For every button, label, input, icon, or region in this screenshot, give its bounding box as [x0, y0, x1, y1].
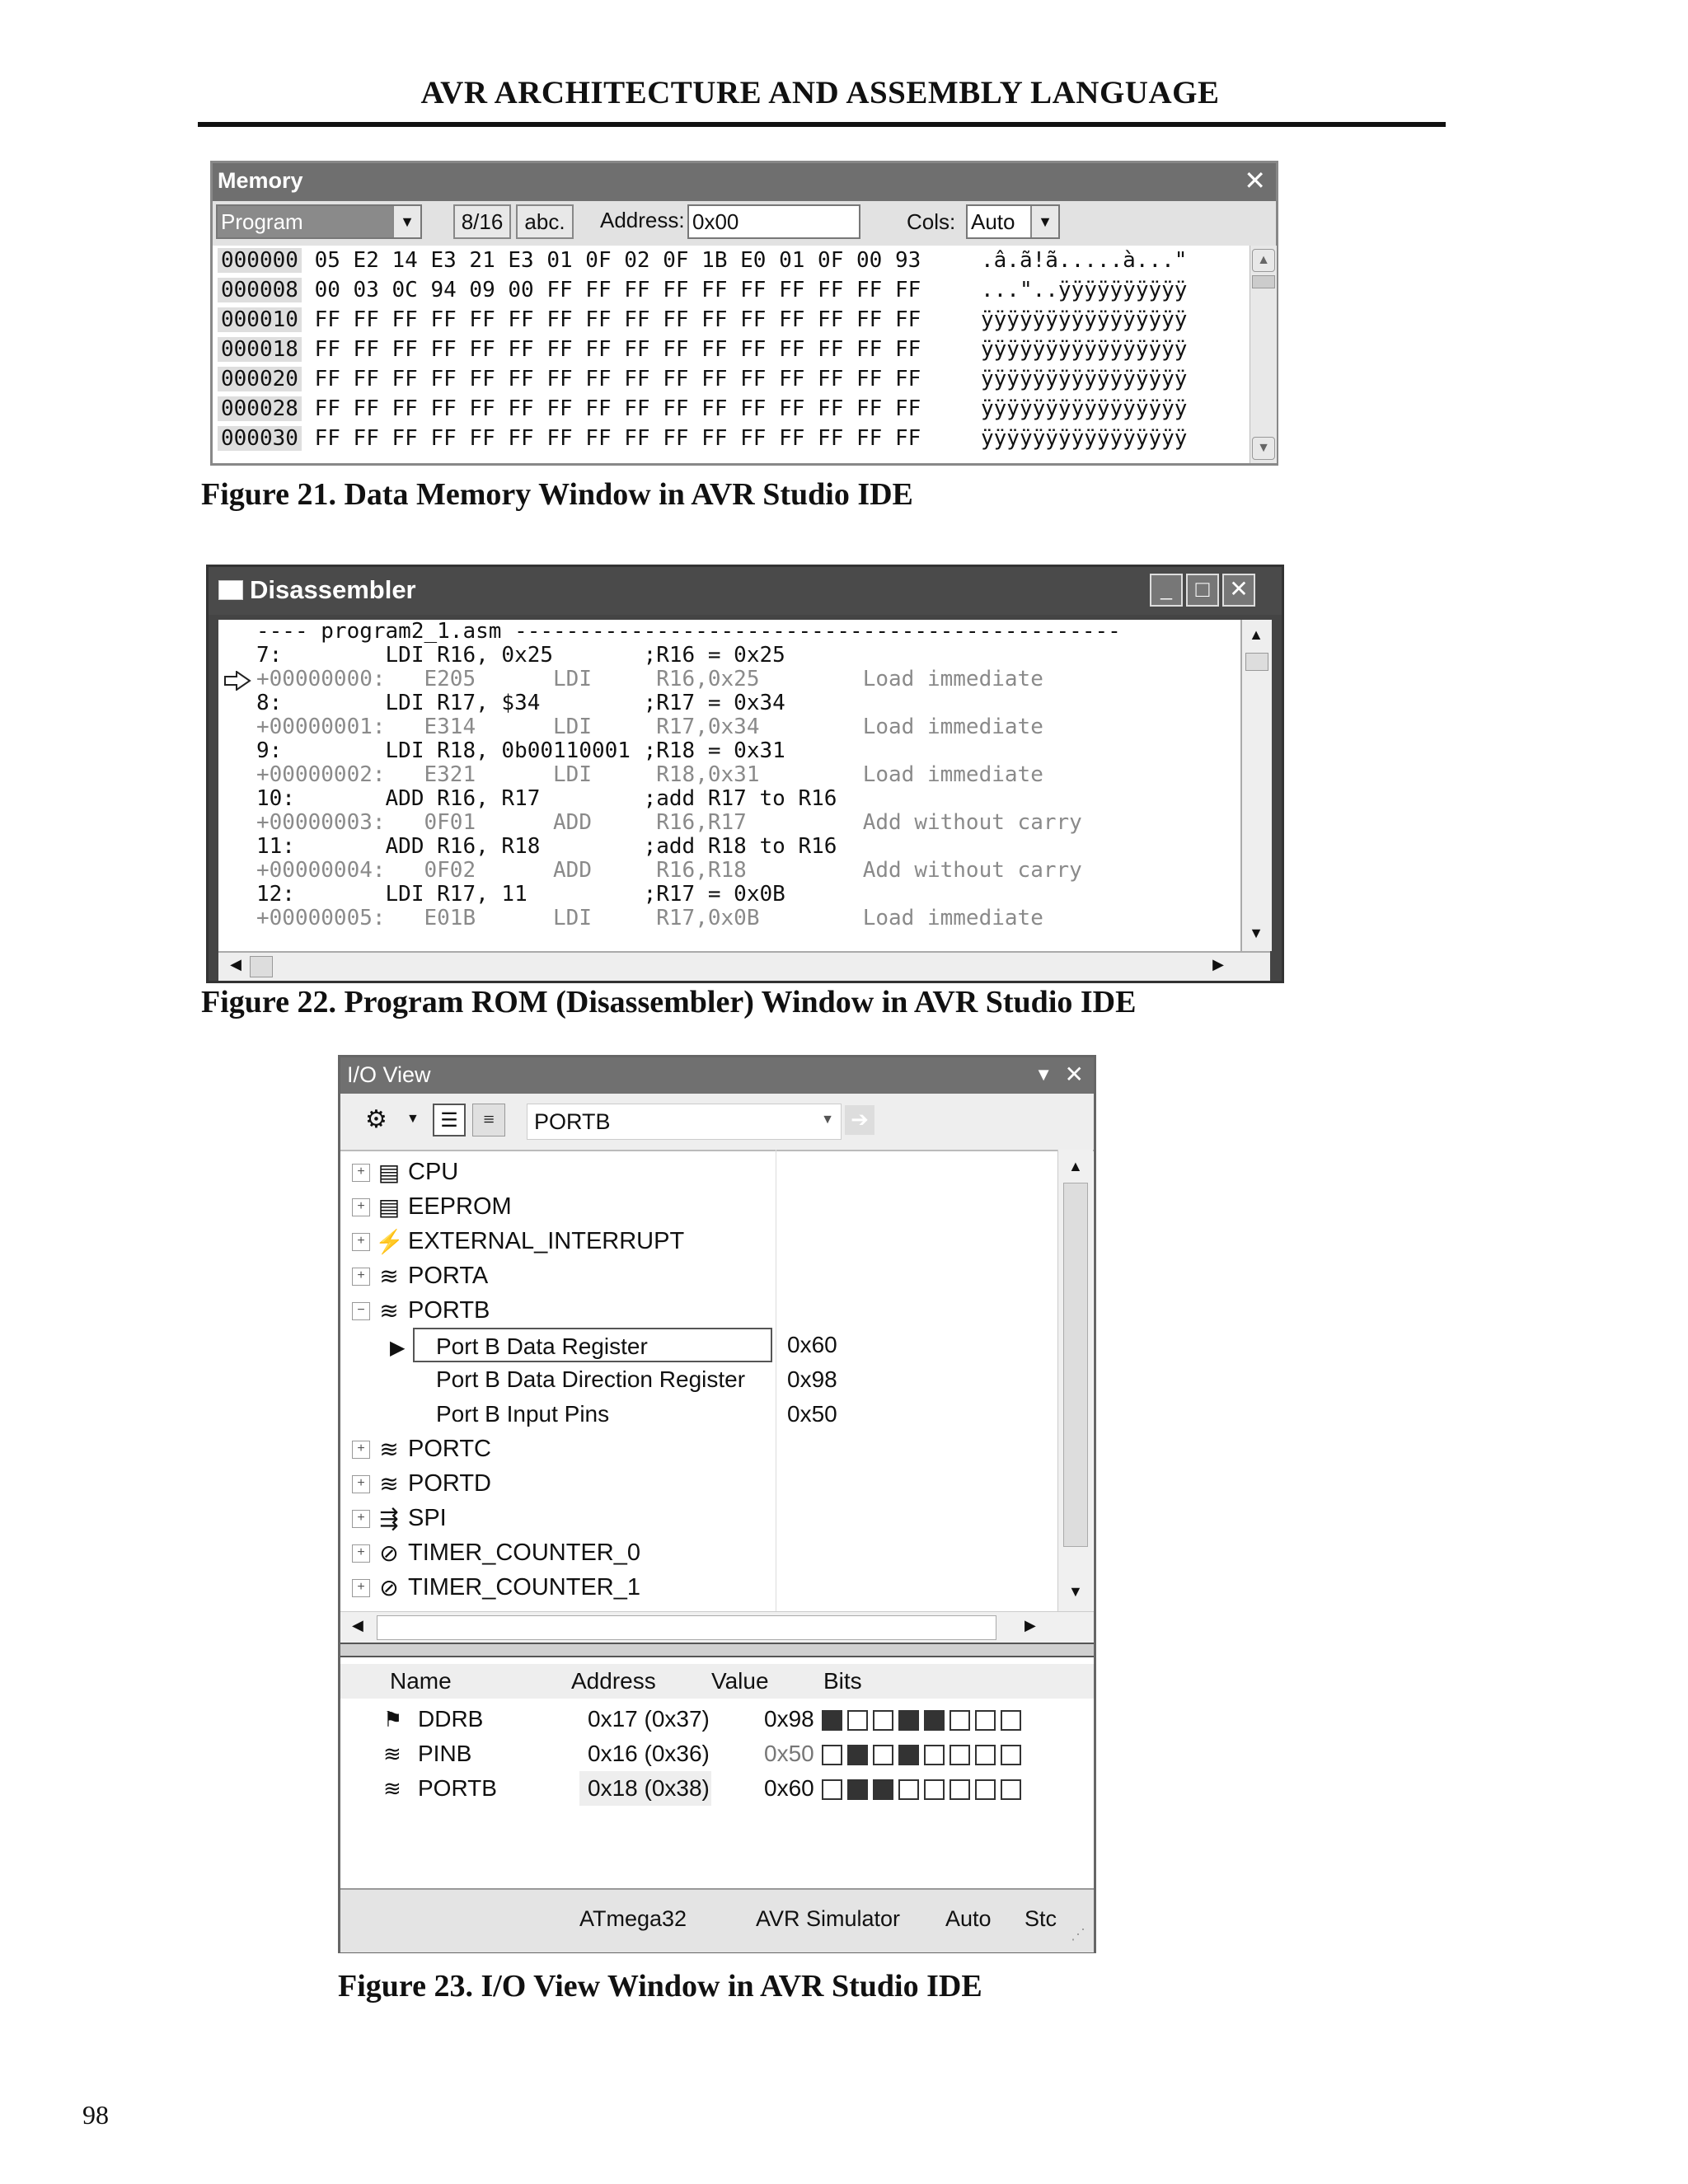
scroll-left-icon[interactable]: ◀ — [230, 956, 241, 972]
io-view-toolbar — [340, 1094, 1094, 1151]
memory-row: 000018 FF FF FF FF FF FF FF FF FF FF FF FF FF FF FF FF — [218, 335, 921, 364]
status-platform: AVR Simulator — [756, 1906, 901, 1931]
memory-row: 000030 FF FF FF FF FF FF FF FF FF FF FF FF FF FF FF FF — [218, 424, 921, 453]
page-number: 98 — [82, 2100, 109, 2130]
memory-row: 000008 00 03 0C 94 09 00 FF FF FF FF FF FF FF FF FF FF — [218, 275, 921, 305]
memory-row: 000000 05 E2 14 E3 21 E3 01 0F 02 0F 1B E0 01 0F 00 93 — [218, 246, 921, 275]
disassembly-source-line: 8: LDI R17, $34 ;R17 = 0x34 — [256, 691, 785, 715]
register-address: 0x98 — [787, 1366, 837, 1392]
io-view-window — [338, 1055, 1096, 1953]
bit-cell-0[interactable] — [1001, 1710, 1021, 1731]
scroll-right-icon[interactable]: ▶ — [1025, 1617, 1036, 1633]
chevron-down-icon: ▼ — [392, 206, 420, 237]
register-grid-header — [340, 1664, 1094, 1699]
port-icon: ≋ — [379, 1263, 399, 1290]
module-select[interactable] — [527, 1104, 842, 1140]
memory-dump — [213, 246, 1250, 463]
address-label: Address: — [600, 208, 685, 232]
register-grid-row[interactable] — [340, 1736, 1094, 1771]
bit-cell-5[interactable] — [873, 1745, 893, 1765]
bit-cell-4[interactable] — [898, 1745, 919, 1765]
scroll-thumb[interactable] — [250, 956, 273, 977]
disassembly-source-line: 7: LDI R16, 0x25 ;R16 = 0x25 — [256, 643, 785, 668]
register-grid — [340, 1657, 1094, 1888]
chevron-down-icon[interactable]: ▼ — [1034, 1064, 1053, 1085]
tree-item-eeprom[interactable]: + ▤ EEPROM — [352, 1189, 512, 1224]
tree-horizontal-scrollbar[interactable] — [340, 1611, 1094, 1643]
address-input-value: 0x00 — [692, 209, 739, 234]
go-arrow-icon[interactable]: ➔ — [845, 1105, 874, 1135]
register-grid-row[interactable] — [340, 1771, 1094, 1806]
register-value: 0x60 — [764, 1775, 814, 1801]
memory-window-title: Memory — [218, 168, 303, 193]
register-address: 0x18 (0x38) — [588, 1775, 710, 1801]
timer-icon: ⊘ — [379, 1575, 399, 1601]
list-icon: ▤ — [377, 1194, 401, 1221]
memory-row-ascii: ..."..ÿÿÿÿÿÿÿÿÿÿ — [981, 278, 1188, 302]
bit-cell-1[interactable] — [975, 1779, 996, 1800]
register-row-port-b-ddr[interactable]: Port B Data Direction Register — [436, 1366, 746, 1392]
disassembly-source-line: 12: LDI R17, 11 ;R17 = 0x0B — [256, 882, 785, 907]
register-address: 0x16 (0x36) — [588, 1741, 710, 1766]
column-header-name[interactable]: Name — [390, 1668, 452, 1694]
module-select-value: PORTB — [534, 1109, 611, 1134]
register-row-port-b-data[interactable]: Port B Data Register — [413, 1328, 772, 1362]
register-name: PINB — [418, 1741, 472, 1766]
tree-view-icon[interactable]: ☰ — [433, 1104, 466, 1137]
scroll-thumb[interactable] — [1063, 1183, 1088, 1547]
status-device: ATmega32 — [579, 1906, 687, 1931]
flag-icon: ⚑ — [383, 1707, 403, 1732]
disassembler-window — [206, 565, 1284, 983]
close-button[interactable]: ✕ — [1222, 574, 1255, 607]
disassembly-source-line: ---- program2_1.asm ----------------------------------------------- — [256, 619, 1121, 644]
filter-icon[interactable]: ⚙ — [365, 1106, 387, 1133]
spi-icon: ⇶ — [379, 1506, 399, 1532]
bit-cell-3[interactable] — [924, 1745, 945, 1765]
column-header-bits[interactable]: Bits — [823, 1668, 862, 1694]
disassembler-window-title: Disassembler — [250, 575, 416, 604]
scroll-down-icon[interactable]: ▼ — [1252, 437, 1275, 460]
bit-cell-3[interactable] — [924, 1779, 945, 1800]
window-icon — [218, 580, 243, 600]
memory-title-bar — [213, 163, 1276, 201]
figure-22-caption: Figure 22. Program ROM (Disassembler) Window in AVR Studio IDE — [201, 985, 1137, 1019]
column-header-value[interactable]: Value — [711, 1668, 769, 1694]
disassembly-instruction-line: +00000000: E205 LDI R16,0x25 Load immediate — [256, 667, 1043, 691]
cols-value: Auto — [971, 209, 1015, 234]
disassembly-source-line: 10: ADD R16, R17 ;add R17 to R16 — [256, 786, 837, 811]
scroll-up-icon[interactable]: ▲ — [1068, 1158, 1083, 1174]
tree-item-portc[interactable]: + ≋ PORTC — [352, 1432, 491, 1466]
scroll-down-icon[interactable]: ▼ — [1068, 1583, 1083, 1600]
ascii-toggle-button[interactable]: abc. — [516, 204, 574, 239]
memory-row-ascii: ÿÿÿÿÿÿÿÿÿÿÿÿÿÿÿÿ — [981, 307, 1188, 332]
tree-item-timer-counter-1[interactable]: + ⊘ TIMER_COUNTER_1 — [352, 1570, 640, 1605]
port-icon: ≋ — [383, 1741, 401, 1766]
port-icon: ≋ — [379, 1436, 399, 1463]
register-row-port-b-pins[interactable]: Port B Input Pins — [436, 1401, 610, 1427]
register-bits[interactable] — [822, 1736, 1026, 1771]
bit-cell-7[interactable] — [822, 1779, 842, 1800]
figure-23-caption: Figure 23. I/O View Window in AVR Studio IDE — [338, 1969, 982, 2004]
disassembly-listing — [218, 620, 1240, 951]
selected-row-arrow-icon: ▶ — [390, 1338, 406, 1359]
register-value: 0x50 — [764, 1741, 814, 1766]
disassembly-instruction-line: +00000005: E01B LDI R17,0x0B Load immediate — [256, 906, 1043, 930]
memory-type-value: Program — [221, 209, 303, 234]
word-size-button[interactable]: 8/16 — [453, 204, 511, 239]
scroll-up-icon[interactable]: ▲ — [1252, 249, 1275, 272]
disassembly-instruction-line: +00000001: E314 LDI R17,0x34 Load immediate — [256, 715, 1043, 739]
disassembler-title-bar — [209, 567, 1282, 615]
bit-cell-7[interactable] — [822, 1710, 842, 1731]
program-counter-arrow-icon — [223, 671, 253, 691]
bit-cell-1[interactable] — [975, 1710, 996, 1731]
register-bits[interactable] — [822, 1702, 1026, 1736]
memory-row: 000028 FF FF FF FF FF FF FF FF FF FF FF FF FF FF FF FF — [218, 394, 921, 424]
bit-cell-6[interactable] — [847, 1710, 868, 1731]
column-header-address[interactable]: Address — [571, 1668, 656, 1694]
disassembly-vertical-scrollbar[interactable] — [1240, 620, 1272, 951]
running-head: AVR ARCHITECTURE AND ASSEMBLY LANGUAGE — [420, 75, 1220, 110]
tree-item-portd[interactable]: + ≋ PORTD — [352, 1466, 491, 1501]
timer-icon: ⊘ — [379, 1540, 399, 1567]
tree-vertical-scrollbar[interactable] — [1057, 1150, 1093, 1611]
bit-cell-0[interactable] — [1001, 1745, 1021, 1765]
memory-row-ascii: ÿÿÿÿÿÿÿÿÿÿÿÿÿÿÿÿ — [981, 426, 1188, 451]
tree-item-spi[interactable]: + ⇶ SPI — [352, 1501, 447, 1535]
scroll-down-icon[interactable]: ▼ — [1249, 925, 1264, 941]
scroll-left-icon[interactable]: ◀ — [352, 1617, 363, 1633]
list-view-icon[interactable]: ≡ — [472, 1104, 505, 1137]
tree-item-external-interrupt[interactable]: + ⚡ EXTERNAL_INTERRUPT — [352, 1224, 684, 1258]
memory-row: 000010 FF FF FF FF FF FF FF FF FF FF FF FF FF FF FF FF — [218, 305, 921, 335]
bit-cell-6[interactable] — [847, 1779, 868, 1800]
disassembly-instruction-line: +00000004: 0F02 ADD R16,R18 Add without carry — [256, 858, 1082, 883]
io-tree-panel — [340, 1150, 1057, 1611]
scroll-thumb[interactable] — [377, 1615, 996, 1640]
memory-vertical-scrollbar[interactable] — [1250, 246, 1277, 463]
port-icon: ≋ — [379, 1298, 399, 1324]
memory-type-select[interactable] — [216, 204, 422, 239]
disassembly-source-line: 9: LDI R18, 0b00110001 ;R18 = 0x31 — [256, 738, 785, 763]
disassembly-horizontal-scrollbar[interactable] — [218, 951, 1270, 981]
register-value: 0x98 — [764, 1706, 814, 1732]
bit-cell-2[interactable] — [950, 1710, 970, 1731]
header-rule — [198, 122, 1446, 127]
chevron-down-icon: ▼ — [821, 1113, 834, 1127]
close-icon[interactable]: ✕ — [1064, 1062, 1084, 1088]
bit-cell-2[interactable] — [950, 1745, 970, 1765]
chevron-down-icon: ▼ — [1030, 206, 1058, 237]
disassembly-source-line: 11: ADD R16, R18 ;add R18 to R16 — [256, 834, 837, 859]
disassembly-instruction-line: +00000002: E321 LDI R18,0x31 Load immediate — [256, 762, 1043, 787]
register-address: 0x60 — [787, 1332, 837, 1357]
io-view-status-bar — [340, 1888, 1094, 1952]
register-name: DDRB — [418, 1706, 484, 1732]
port-icon: ≋ — [383, 1776, 401, 1801]
address-input[interactable] — [687, 204, 860, 239]
interrupt-icon: ⚡ — [375, 1229, 404, 1255]
register-grid-row[interactable] — [340, 1702, 1094, 1736]
bit-cell-4[interactable] — [898, 1779, 919, 1800]
tree-item-portb[interactable]: − ≋ PORTB — [352, 1293, 490, 1328]
memory-row-ascii: .â.ã!ã.....à..." — [981, 248, 1188, 273]
scroll-thumb[interactable] — [1252, 275, 1275, 288]
bit-cell-4[interactable] — [898, 1710, 919, 1731]
io-view-window-title: I/O View — [347, 1062, 431, 1087]
io-view-title-bar — [340, 1057, 1094, 1094]
list-icon: ▤ — [377, 1160, 401, 1186]
bit-cell-7[interactable] — [822, 1745, 842, 1765]
tree-item-cpu[interactable]: + ▤ CPU — [352, 1155, 458, 1189]
minimize-button[interactable]: _ — [1150, 574, 1183, 607]
scroll-thumb[interactable] — [1245, 653, 1268, 671]
register-bits[interactable] — [822, 1771, 1026, 1806]
scroll-up-icon[interactable]: ▲ — [1249, 626, 1264, 643]
resize-grip-icon[interactable]: ⋰ — [1071, 1926, 1085, 1943]
memory-row-ascii: ÿÿÿÿÿÿÿÿÿÿÿÿÿÿÿÿ — [981, 367, 1188, 391]
bit-cell-2[interactable] — [950, 1779, 970, 1800]
bit-cell-5[interactable] — [873, 1779, 893, 1800]
bit-cell-0[interactable] — [1001, 1779, 1021, 1800]
cols-label: Cols: — [907, 209, 956, 234]
disassembly-instruction-line: +00000003: 0F01 ADD R16,R17 Add without carry — [256, 810, 1082, 835]
chevron-down-icon[interactable]: ▼ — [406, 1112, 420, 1126]
memory-row: 000020 FF FF FF FF FF FF FF FF FF FF FF FF FF FF FF FF — [218, 364, 921, 394]
register-address: 0x50 — [787, 1401, 837, 1427]
panel-splitter[interactable] — [340, 1643, 1094, 1657]
memory-row-ascii: ÿÿÿÿÿÿÿÿÿÿÿÿÿÿÿÿ — [981, 337, 1188, 362]
cols-select[interactable] — [966, 204, 1060, 239]
scroll-right-icon[interactable]: ▶ — [1212, 956, 1224, 972]
memory-window — [210, 161, 1278, 466]
bit-cell-6[interactable] — [847, 1745, 868, 1765]
register-address: 0x17 (0x37) — [588, 1706, 710, 1732]
port-icon: ≋ — [379, 1471, 399, 1497]
memory-close-button[interactable]: ✕ — [1244, 166, 1266, 195]
maximize-button[interactable]: □ — [1186, 574, 1219, 607]
figure-21-caption: Figure 21. Data Memory Window in AVR Studio IDE — [201, 477, 913, 512]
bit-cell-3[interactable] — [924, 1710, 945, 1731]
bit-cell-5[interactable] — [873, 1710, 893, 1731]
memory-row-ascii: ÿÿÿÿÿÿÿÿÿÿÿÿÿÿÿÿ — [981, 396, 1188, 421]
status-mode: Auto — [945, 1906, 992, 1931]
tree-item-timer-counter-0[interactable]: + ⊘ TIMER_COUNTER_0 — [352, 1535, 640, 1570]
status-state: Stc — [1025, 1906, 1057, 1931]
bit-cell-1[interactable] — [975, 1745, 996, 1765]
tree-item-porta[interactable]: + ≋ PORTA — [352, 1258, 488, 1293]
register-name: PORTB — [418, 1775, 497, 1801]
